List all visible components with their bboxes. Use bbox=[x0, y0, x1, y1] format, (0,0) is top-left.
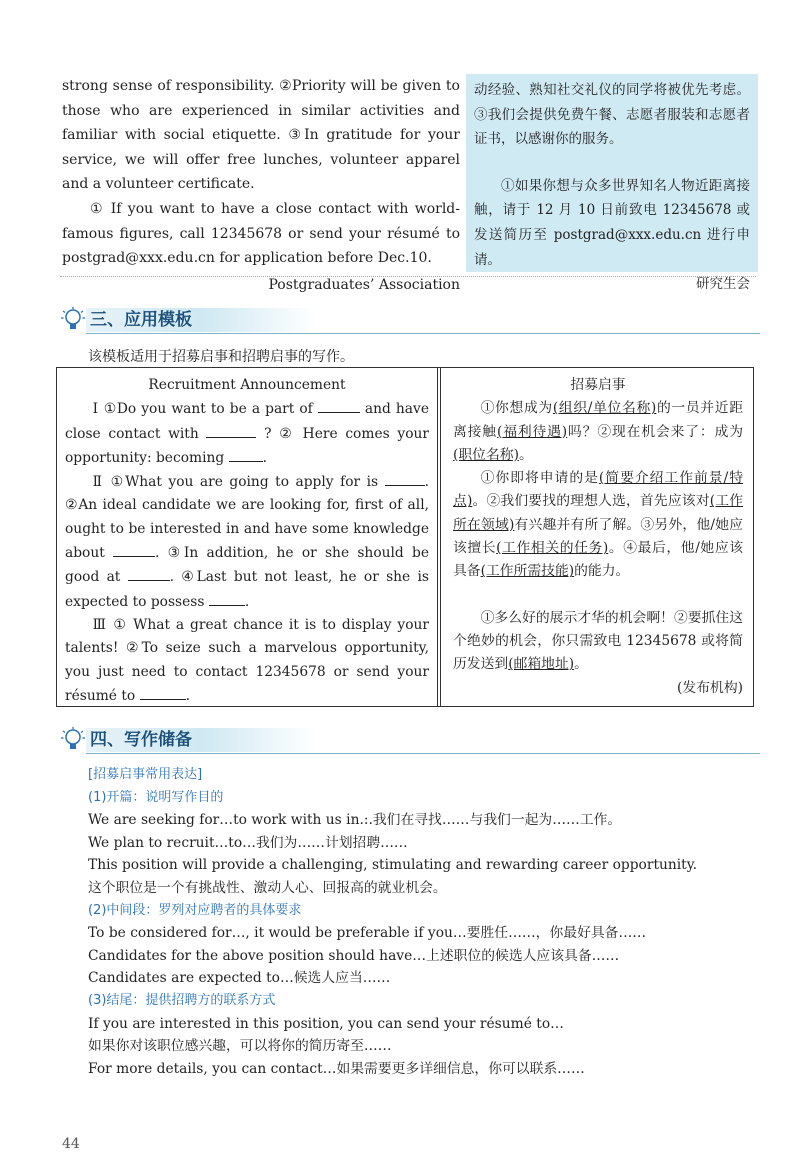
fill-blank bbox=[385, 470, 425, 486]
template-chinese-signature: (发布机构) bbox=[677, 679, 743, 696]
template-english-title: Recruitment Announcement bbox=[148, 377, 346, 393]
divider bbox=[60, 276, 756, 277]
template-box bbox=[56, 367, 754, 707]
chinese-paragraph-1: 动经验、熟知社交礼仪的同学将被优先考虑。③我们会提供免费午餐、志愿者服装和志愿者证书，以感谢你的服务。 bbox=[474, 82, 750, 148]
chinese-paragraph-2: ①如果你想与众多世界知名人物近距离接触，请于 12 月 10 日前致电 12345678 或发送简历至 postgrad@xxx.edu.cn 进行申请。 bbox=[474, 177, 750, 268]
chinese-signature: 研究生会 bbox=[696, 276, 750, 293]
english-paragraph-1: strong sense of responsibility. ②Priority will be given to those who are experienced in similar activities and familiar with social etiquette. ③In gratitude for your service, we will offer free lunches, volunteer apparel and a volunteer certificate. bbox=[62, 78, 460, 193]
section-4-header bbox=[60, 724, 760, 758]
template-chinese bbox=[441, 368, 753, 706]
reserve-line: We plan to recruit…to…我们为……计划招聘…… bbox=[88, 834, 408, 851]
template-english-paragraph-2: Ⅱ ①What you are going to apply for is . ②An ideal candidate we are looking for, first of all, ought to be interested in and have some knowledge about . ③In addition, he or she should be good at . ④Last but not least, he or she is expected to possess . bbox=[65, 470, 429, 614]
section-3-intro: 该模板适用于招募启事和招聘启事的写作。 bbox=[88, 349, 354, 365]
top-continuation bbox=[62, 74, 758, 293]
section-3-title: 三、应用模板 bbox=[86, 308, 316, 332]
section-4-title: 四、写作储备 bbox=[86, 728, 316, 752]
template-chinese-paragraph-3: ①多么好的展示才华的机会啊！②要抓住这个绝妙的机会，你只需致电 12345678 或将简历发送到(邮箱地址)。 bbox=[453, 609, 743, 673]
reserve-line: We are seeking for…to work with us in.:.我们在寻找……与我们一起为……工作。 bbox=[88, 812, 622, 829]
chinese-translation-block bbox=[466, 74, 758, 293]
page-number: 44 bbox=[62, 1136, 80, 1152]
reserve-line: Candidates for the above position should have…上述职位的候选人应该具备…… bbox=[88, 947, 620, 964]
reserve-heading-3: (3)结尾：提供招聘方的联系方式 bbox=[88, 992, 276, 1008]
reserve-heading-2: (2)中间段：罗列对应聘者的具体要求 bbox=[88, 902, 302, 918]
english-text-block bbox=[62, 74, 460, 297]
template-english-paragraph-3: Ⅲ ① What a great chance it is to display your talents! ②To seize such a marvelous opportunity, you just need to contact 12345678 or send your résumé to . bbox=[65, 616, 429, 704]
lightbulb-icon bbox=[60, 726, 86, 754]
english-paragraph-2: ① If you want to have a close contact with world-famous figures, call 12345678 or send your résumé to postgrad@xxx.edu.cn for application before Dec.10. bbox=[62, 200, 460, 267]
fill-blank bbox=[209, 590, 245, 606]
reserve-line: If you are interested in this position, you can send your résumé to… bbox=[88, 1015, 564, 1032]
fill-blank bbox=[318, 397, 360, 413]
lightbulb-icon bbox=[60, 306, 86, 334]
fill-blank bbox=[229, 446, 263, 462]
fill-blank bbox=[128, 565, 170, 581]
reserve-line: Candidates are expected to…候选人应当…… bbox=[88, 970, 391, 987]
reserve-line: 如果你对该职位感兴趣，可以将你的简历寄至…… bbox=[88, 1038, 392, 1055]
section-3-header bbox=[60, 304, 760, 338]
reserve-line: To be considered for…, it would be preferable if you…要胜任……，你最好具备…… bbox=[88, 925, 647, 942]
template-chinese-title: 招募启事 bbox=[570, 377, 626, 393]
reserve-line: For more details, you can contact…如果需要更多详细信息，你可以联系…… bbox=[88, 1060, 585, 1077]
fill-blank bbox=[140, 684, 186, 700]
template-chinese-paragraph-2: ①你即将申请的是(简要介绍工作前景/特点)。②我们要找的理想人选，首先应该对(工作所在领域)有兴趣并有所了解。③另外，他/她应该擅长(工作相关的任务)。④最后，他/她应该具备(工作所需技能)的能力。 bbox=[453, 470, 744, 580]
fill-blank bbox=[206, 422, 256, 438]
template-english bbox=[57, 368, 437, 706]
template-english-paragraph-1: Ⅰ ①Do you want to be a part of and have close contact with ? ② Here comes your opportunity: becoming . bbox=[65, 397, 429, 470]
writing-reserve bbox=[88, 764, 768, 1080]
english-signature: Postgraduates’ Association bbox=[268, 276, 460, 293]
reserve-line: 这个职位是一个有挑战性、激动人心、回报高的就业机会。 bbox=[88, 879, 447, 896]
reserve-line: This position will provide a challenging, stimulating and rewarding career opportunity. bbox=[88, 857, 698, 874]
reserve-heading-1: (1)开篇：说明写作目的 bbox=[88, 789, 224, 805]
template-chinese-paragraph-1: ①你想成为(组织/单位名称)的一员并近距离接触(福利待遇)吗？②现在机会来了：成为(职位名称)。 bbox=[453, 400, 744, 463]
fill-blank bbox=[113, 541, 155, 557]
reserve-subhead: [招募启事常用表达] bbox=[88, 767, 203, 782]
